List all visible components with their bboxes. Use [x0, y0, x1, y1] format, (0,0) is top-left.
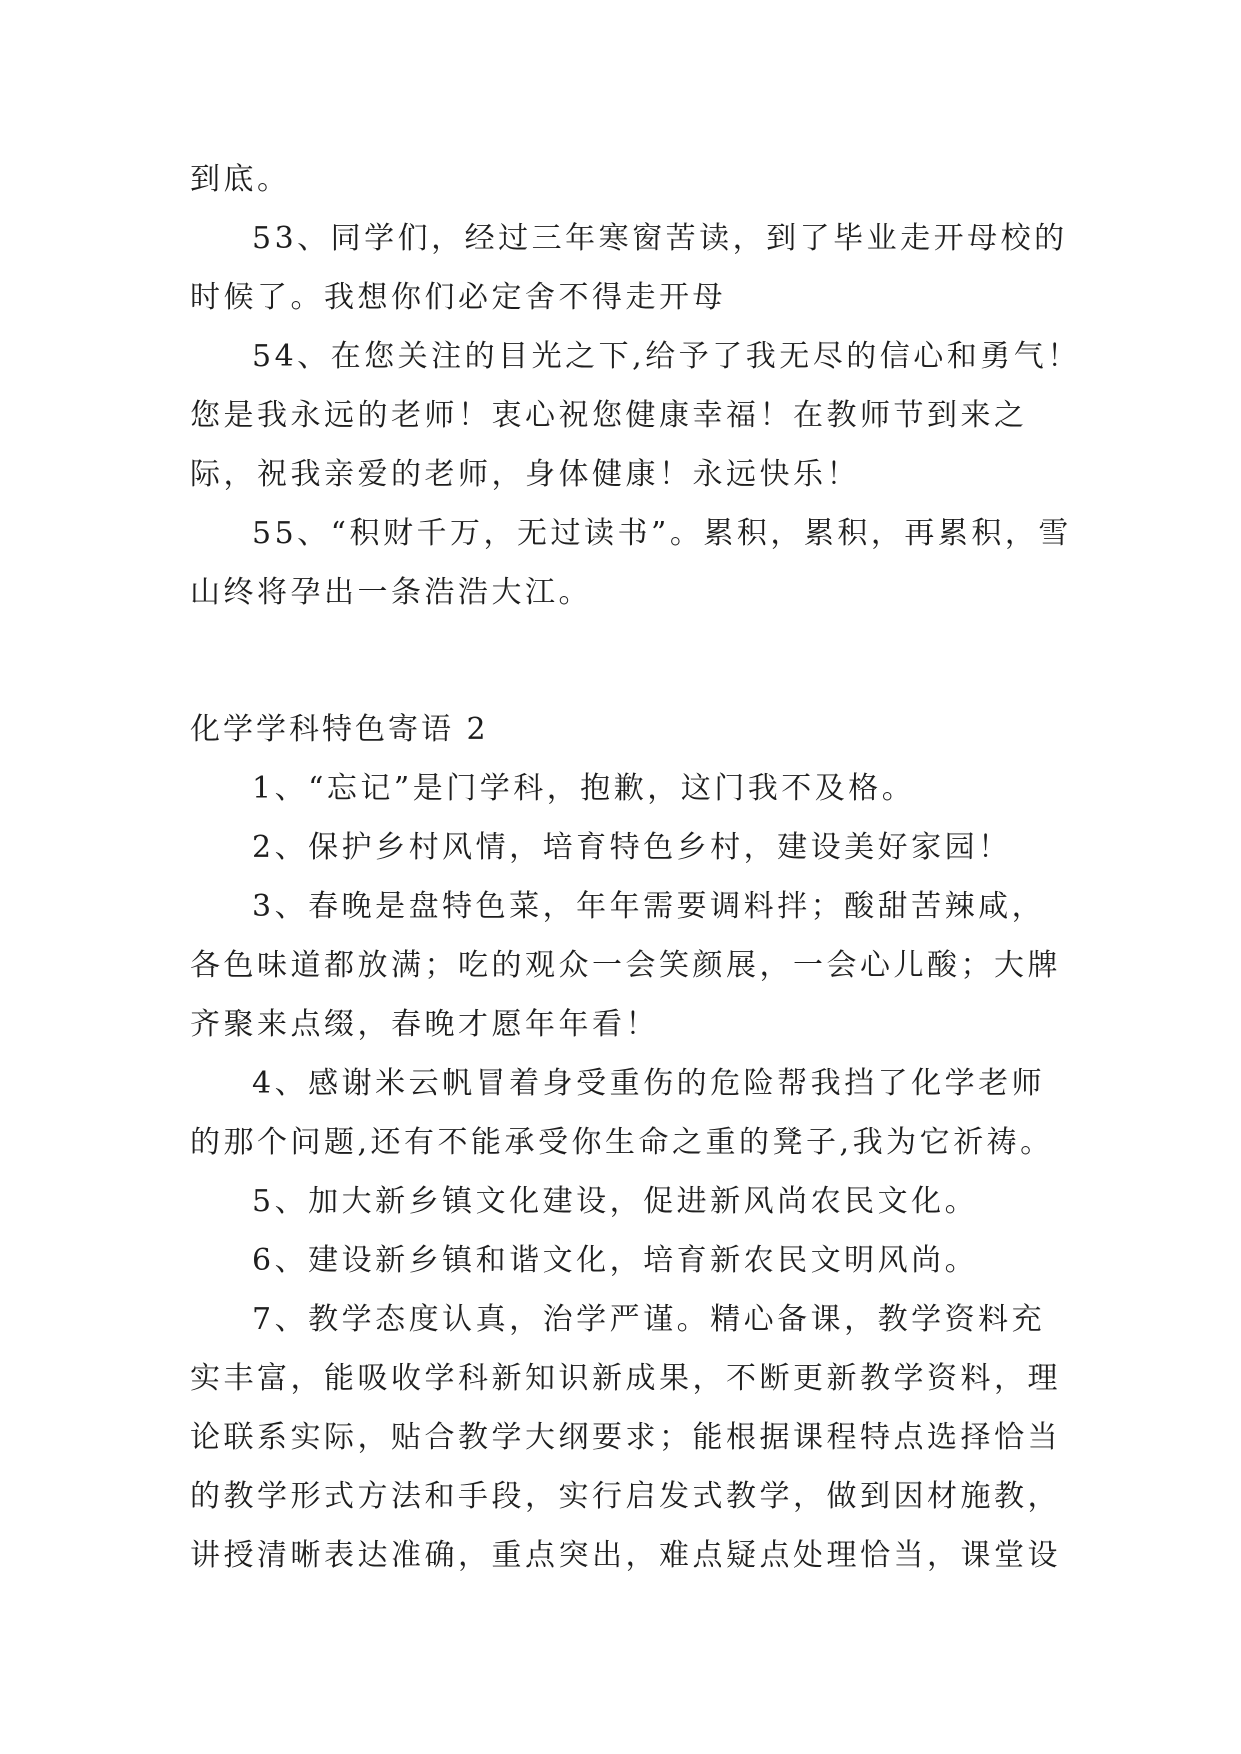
section-chemistry-messages — [190, 700, 1061, 1585]
text-line: 3、春晚是盘特色菜，年年需要调料拌；酸甜苦辣咸， — [252, 889, 1046, 924]
text-line: 1、“忘记”是门学科，抱歉，这门我不及格。 — [252, 771, 916, 806]
section-spacer — [190, 622, 1052, 700]
text-line: 6、建设新乡镇和谐文化，培育新农民文明风尚。 — [252, 1243, 979, 1278]
text-line: 5、加大新乡镇文化建设，促进新风尚农民文化。 — [252, 1184, 979, 1219]
paragraph — [190, 877, 1061, 1054]
text-line: 各色味道都放满；吃的观众一会笑颜展，一会心儿酸；大牌 — [190, 948, 1061, 983]
text-line: 的教学形式方法和手段，实行启发式教学，做到因材施教， — [190, 1479, 1061, 1514]
paragraph — [190, 209, 1068, 327]
text-line: 2、保护乡村风情，培育特色乡村，建设美好家园！ — [252, 830, 1012, 865]
text-line: 的那个问题,还有不能承受你生命之重的凳子,我为它祈祷。 — [190, 1125, 1054, 1160]
text-line: 到底。 — [190, 162, 291, 197]
text-line: 际，祝我亲爱的老师，身体健康！永远快乐！ — [190, 457, 860, 492]
text-line: 论联系实际，贴合教学大纲要求；能根据课程特点选择恰当 — [190, 1420, 1061, 1455]
section-continued — [190, 150, 1081, 622]
text-line: 山终将孕出一条浩浩大江。 — [190, 575, 592, 610]
text-line: 7、教学态度认真，治学严谨。精心备课，教学资料充 — [252, 1302, 1046, 1337]
text-line: 时候了。我想你们必定舍不得走开母 — [190, 280, 726, 315]
paragraph — [190, 150, 1052, 209]
text-line: 4、感谢米云帆冒着身受重伤的危险帮我挡了化学老师 — [252, 1066, 1046, 1101]
paragraph — [190, 1054, 1052, 1172]
text-line: 54、在您关注的目光之下,给予了我无尽的信心和勇气！ — [252, 339, 1081, 374]
paragraph — [190, 327, 1081, 504]
text-line: 您是我永远的老师！衷心祝您健康幸福！在教师节到来之 — [190, 398, 1028, 433]
text-line: 55、“积财千万，无过读书”。累积，累积，再累积，雪 — [252, 516, 1072, 551]
paragraph — [190, 504, 1072, 622]
paragraph — [190, 1231, 1052, 1290]
text-line: 53、同学们，经过三年寒窗苦读，到了毕业走开母校的 — [252, 221, 1068, 256]
paragraph — [190, 1172, 1052, 1231]
document-page — [190, 150, 1081, 1585]
text-line: 实丰富，能吸收学科新知识新成果，不断更新教学资料，理 — [190, 1361, 1061, 1396]
text-line: 齐聚来点缀，春晚才愿年年看！ — [190, 1007, 659, 1042]
section-heading: 化学学科特色寄语 2 — [190, 712, 489, 747]
paragraph — [190, 1290, 1061, 1585]
text-line: 讲授清晰表达准确，重点突出，难点疑点处理恰当，课堂设 — [190, 1538, 1061, 1573]
paragraph — [190, 759, 1052, 818]
paragraph — [190, 818, 1052, 877]
